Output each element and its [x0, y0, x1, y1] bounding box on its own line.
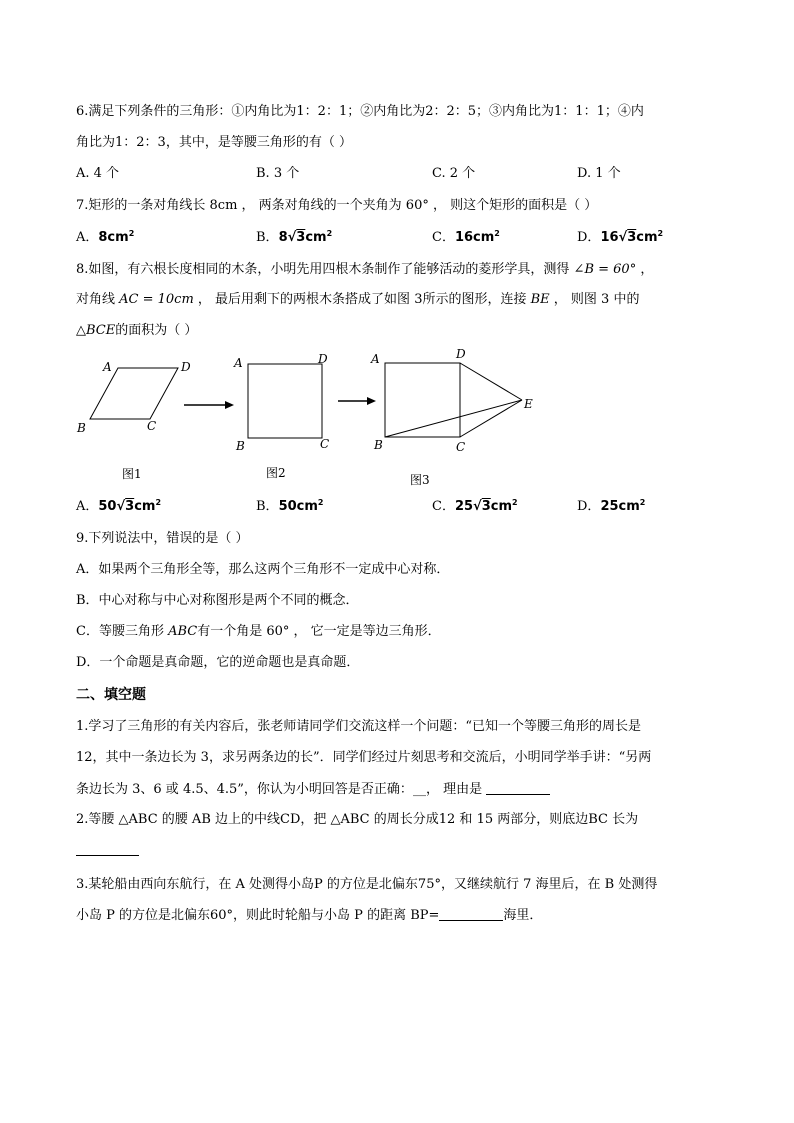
q8-option-c: C．$25√3cm^2$ — [432, 498, 518, 514]
arrow-2 — [338, 397, 376, 405]
q9-option-a: A．如果两个三角形全等，那么这两个三角形不一定成中心对称． — [76, 562, 450, 577]
q7-option-c: C．$16cm^2$ — [432, 229, 500, 245]
f1-line2: 12，其中一条边长为 3，求另两条边的长”．同学们经过片刻思考和交流后，小明同学举手讲：“另两 — [76, 750, 652, 765]
fig2-label-c: C — [320, 437, 330, 451]
fig2-label-b: B — [236, 439, 245, 453]
fig1-label-d: D — [181, 360, 191, 374]
arrow-1 — [184, 401, 234, 409]
fig1-label-b: B — [77, 421, 86, 435]
q6-line2: 角比为1：2：3，其中，是等腰三角形的有（ ） — [76, 135, 352, 150]
q7-option-d: D．$16√3cm^2$ — [577, 229, 664, 245]
q8-line3: △BCE的面积为（ ） — [76, 323, 198, 338]
fig3-label-e: E — [524, 397, 533, 411]
q9-option-b: B．中心对称与中心对称图形是两个不同的概念． — [76, 593, 359, 608]
fig2-caption: 图2 — [266, 466, 286, 480]
f1-line1: 1.学习了三角形的有关内容后，张老师请同学们交流这样一个问题：“已知一个等腰三角形的周长是 — [76, 719, 642, 734]
figure-2-square — [233, 352, 329, 480]
figure-3 — [370, 347, 533, 487]
fig3-label-a: A — [371, 352, 380, 366]
q6-option-b: B. 3 个 — [256, 166, 300, 181]
fig3-label-d: D — [456, 347, 466, 361]
fig1-caption: 图1 — [122, 467, 142, 481]
q8-option-b: B．$50cm^2$ — [256, 498, 324, 514]
fig3-label-b: B — [374, 438, 383, 452]
q8-figures — [0, 340, 794, 500]
f3-line1: 3.某轮船由西向东航行，在 A 处测得小岛P 的方位是北偏东75°，又继续航行 7 海里后，在 B 处测得 — [76, 877, 658, 892]
q6-option-d: D. 1 个 — [577, 166, 621, 181]
q9-option-c: C．等腰三角形 ABC有一个角是 60° ， 它一定是等边三角形． — [76, 624, 441, 639]
fig1-label-a: A — [103, 360, 112, 374]
f2-answer-blank[interactable] — [76, 842, 139, 856]
q9-option-d: D．一个命题是真命题，它的逆命题也是真命题． — [76, 655, 360, 670]
f1-answer-blank[interactable] — [486, 781, 550, 795]
q7-option-a: A．$8cm^2$ — [76, 229, 135, 245]
section-title: 二、填空题 — [76, 687, 146, 703]
q9-text: 9.下列说法中，错误的是（ ） — [76, 531, 249, 546]
q7-option-b: B．$8√3cm^2$ — [256, 229, 333, 245]
fig1-label-c: C — [147, 419, 157, 433]
q6-option-c: C. 2 个 — [432, 166, 476, 181]
f3-line2: 小岛 P 的方位是北偏东60°，则此时轮船与小岛 P 的距离 BP= 海里． — [76, 908, 543, 923]
q8-line1: 8.如图，有六根长度相同的木条，小明先用四根木条制作了能够活动的菱形学具，测得 ∠B = 60° ， — [76, 262, 654, 277]
fig2-label-d: D — [318, 352, 328, 366]
fig2-label-a: A — [234, 356, 243, 370]
q7-text: 7.矩形的一条对角线长 8cm ， 两条对角线的一个夹角为 60° ， 则这个矩形的面积是（ ） — [76, 198, 598, 213]
q6-option-a: A. 4 个 — [76, 166, 120, 181]
q6-line1: 6.满足下列条件的三角形：①内角比为1：2：1；②内角比为2：2：5；③内角比为1：1：1；④内 — [76, 104, 644, 119]
q8-line2: 对角线 AC = 10cm ， 最后用剩下的两根木条搭成了如图 3所示的图形，连接 BE ， 则图 3 中的 — [76, 292, 640, 307]
q8-option-d: D．$25cm^2$ — [577, 498, 646, 514]
f2-line2 — [76, 842, 139, 860]
fig3-label-c: C — [456, 440, 466, 454]
f3-answer-blank[interactable] — [439, 907, 503, 921]
f1-line3: 条边长为 3、6 或 4.5、4.5”，你认为小明回答是否正确：__， 理由是 — [76, 781, 550, 799]
fig3-caption: 图3 — [410, 473, 430, 487]
f2-line1: 2.等腰 △ABC 的腰 AB 边上的中线CD，把 △ABC 的周长分成12 和 15 两部分，则底边BC 长为 — [76, 812, 639, 827]
figure-1-rhombus — [76, 360, 191, 481]
q8-option-a: A．$50√3cm^2$ — [76, 498, 162, 514]
